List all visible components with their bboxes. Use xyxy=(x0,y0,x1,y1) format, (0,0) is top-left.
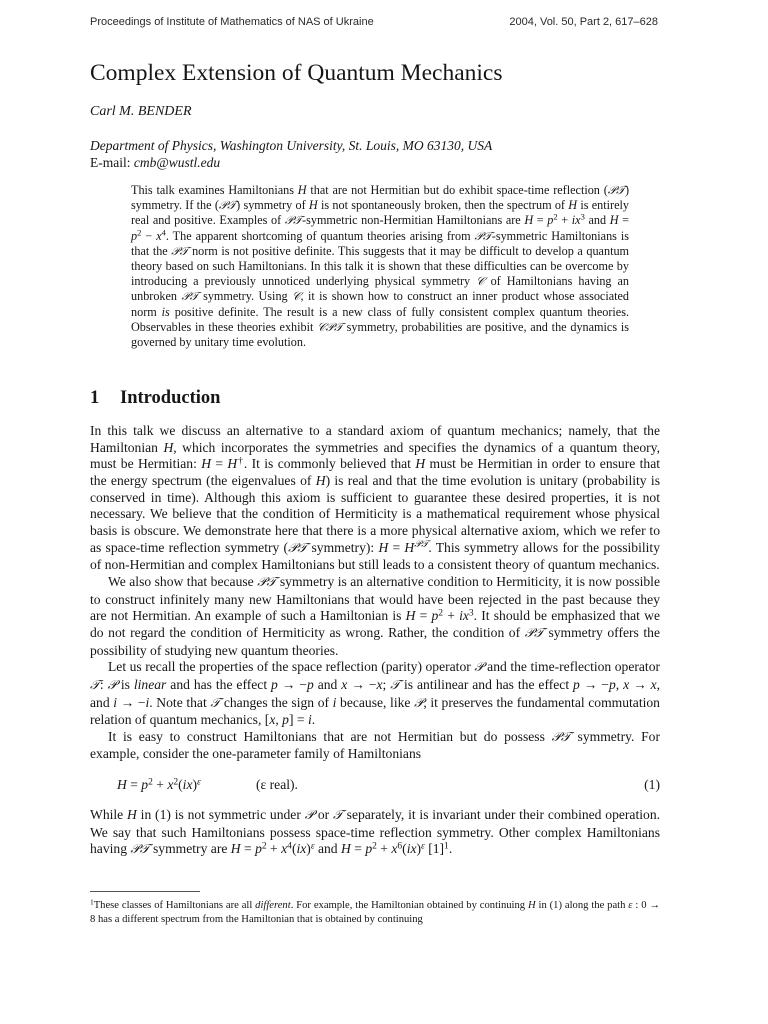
abstract: This talk examines Hamiltonians H that are not Hermitian but do exhibit space-time reflection (𝒫𝒯) symmetry. If the (𝒫𝒯) symmetry of H is not spontaneously broken, then the spectrum of H is entirely real and positive. Examples of 𝒫𝒯-symmetric non-Hermitian Hamiltonians are $H = p^2 + ix^3$ and $H = p^2 - x^4$. The apparent shortcoming of quantum theories arising from 𝒫𝒯-symmetric Hamiltonians is that the 𝒫𝒯 norm is not positive definite. This suggests that it may be difficult to develop a quantum theory based on such Hamiltonians. In this talk it is shown that these difficulties can be overcome by introducing a previously unnoticed underlying physical symmetry 𝒞 of Hamiltonians having an unbroken 𝒫𝒯 symmetry. Using 𝒞, it is shown how to construct an inner product whose associated norm is positive definite. The result is a new class of fully consistent complex quantum theories. Observables in these theories exhibit 𝒞𝒫𝒯 symmetry, probabilities are positive, and the dynamics is governed by unitary time evolution. xyxy=(131,183,630,350)
footnote-marker[interactable]: 1 xyxy=(444,841,449,852)
email-line xyxy=(90,154,650,171)
body-text xyxy=(90,423,660,859)
paragraph-4: It is easy to construct Hamiltonians that are not Hermitian but do possess 𝒫𝒯 symmetry. For example, consider the one-parameter family of Hamiltonians xyxy=(90,728,661,762)
email-label: E-mail: xyxy=(90,155,131,170)
citation-link[interactable]: [1] xyxy=(428,841,445,857)
affiliation: Department of Physics, Washington University, St. Louis, MO 63130, USA xyxy=(90,138,493,153)
paragraph-1: In this talk we discuss an alternative to a standard axiom of quantum mechanics; namely, that the Hamiltonian H, which incorporates the symmetries and specifies the dynamics of a quantum theory, must be Hermitian: H = H†. It is commonly believed that H must be Hermitian in order to ensure that the energy spectrum (the eigenvalues of H) is real and that the time evolution is unitary (probability is conserved in time). Although this axiom is sufficient to guarantee these desired properties, it is not necessary. We believe that the condition of Hermiticity is a mathematical requirement whose physical basis is obscure. We demonstrate here that there is a more physical alternative axiom, which we refer to as space-time reflection symmetry (𝒫𝒯 symmetry): $H = H^{𝒫𝒯}$. This symmetry allows for the possibility of non-Hermitian and complex Hamiltonians but still leads to a consistent theory of quantum mechanics. xyxy=(90,423,661,573)
affiliation-block xyxy=(90,137,650,171)
paragraph-2: We also show that because 𝒫𝒯 symmetry is an alternative condition to Hermiticity, it is now possible to construct infinitely many new Hamiltonians that would have been rejected in the past because they are not Hermitian. An example of such a Hamiltonian is $H = p^2 + ix^3$. It should be emphasized that we do not regard the condition of Hermiticity as wrong. Rather, the condition of 𝒫𝒯 symmetry offers the possibility of studying new quantum theories. xyxy=(90,573,660,658)
footnote-1: $^1$These classes of Hamiltonians are all different. For example, the Hamiltonian obtained by continuing H in (1) along the path ε : 0 → 8 has a different spectrum from the Hamiltonian that is obtained by continuing xyxy=(90,897,660,925)
paragraph-5: While H in (1) is not symmetric under 𝒫 or 𝒯 separately, it is invariant under their combined operation. We say that such Hamiltonians possess space-time reflection symmetry. Other complex Hamiltonians having 𝒫𝒯 symmetry are $H = p^2 + x^4(ix)^\varepsilon$ and $H = p^2 + x^6(ix)^\varepsilon$ $[1]^1$. xyxy=(90,807,661,858)
volume-pages: 2004, Vol. 50, Part 2, 617–628 xyxy=(509,16,658,28)
author-name: Carl M. BENDER xyxy=(90,104,192,119)
equation-1-number: (1) xyxy=(644,777,660,793)
email-address[interactable]: cmb@wustl.edu xyxy=(133,155,221,170)
footnote-rule xyxy=(90,891,200,892)
section-heading-introduction xyxy=(90,388,220,409)
running-header xyxy=(90,16,658,28)
equation-1-condition: (ε real). xyxy=(256,777,298,793)
paper-title: Complex Extension of Quantum Mechanics xyxy=(90,60,503,86)
equation-1 xyxy=(90,769,660,803)
paragraph-3: Let us recall the properties of the space reflection (parity) operator 𝒫 and the time-reflection operator 𝒯: 𝒫 is linear and has the effect p → −p and x → −x; 𝒯 is antilinear and has the effect p → −p, x → x, and i → −i. Note that 𝒯 changes the sign of i because, like 𝒫, it preserves the fundamental commutation relation of quantum mechanics, [x, p] = i. xyxy=(90,659,661,728)
section-title: Introduction xyxy=(120,388,221,408)
equation-1-expression: $H = p^2 + x^2(ix)^\varepsilon$ xyxy=(117,777,201,793)
journal-name: Proceedings of Institute of Mathematics of NAS of Ukraine xyxy=(90,16,374,28)
section-number: 1 xyxy=(90,388,100,408)
